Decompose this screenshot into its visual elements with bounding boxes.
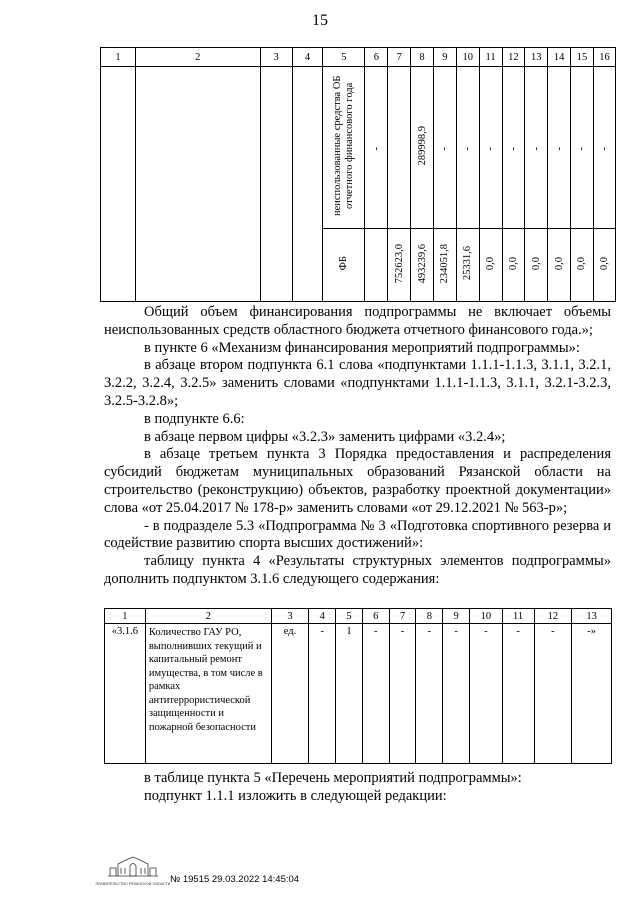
value-cell: 0,0: [525, 229, 548, 302]
value-cell: -: [502, 624, 534, 764]
paragraph: в абзаце первом цифры «3.2.3» заменить цифрами «3.2.4»;: [144, 428, 506, 445]
table-header-row: [101, 48, 616, 67]
value-cell: [365, 229, 388, 302]
header-cell: 10: [456, 48, 479, 67]
value-cell: -: [416, 624, 443, 764]
row-label-fb: ФБ: [338, 256, 350, 271]
paragraph: подпункт 1.1.1 изложить в следующей редакции:: [144, 787, 447, 804]
value-cell: -: [593, 67, 615, 229]
row-number: «3.1.6: [105, 624, 146, 764]
amendment-text: [104, 304, 611, 589]
row-description: Количество ГАУ РО, выполнивших текущий и капитальный ремонт имущества, в том числе в рамках антитеррористической защищенности и пожарной безопасности: [145, 624, 271, 764]
header-cell: 12: [534, 609, 572, 624]
value-cell: -: [362, 624, 389, 764]
paragraph: - в подразделе 5.3 «Подпрограмма № 3 «Подготовка спортивного резерва и содействие развитию спорта высших достижений»:: [104, 517, 611, 552]
value-cell: -: [534, 624, 572, 764]
header-cell: 9: [443, 609, 470, 624]
empty-cell: [135, 67, 260, 302]
value-cell: 0,0: [479, 229, 502, 302]
header-cell: 3: [271, 609, 309, 624]
paragraph: в пункте 6 «Механизм финансирования мероприятий подпрограммы»:: [144, 339, 580, 356]
paragraph: в подпункте 6.6:: [144, 410, 245, 427]
value-cell: 234051,8: [433, 229, 456, 302]
empty-cell: [260, 67, 292, 302]
row-unit: ед.: [271, 624, 309, 764]
paragraph: Общий объем финансирования подпрограммы не включает объемы неиспользованных средств областного бюджета отчетного финансового года.»;: [104, 304, 611, 338]
financing-table: [100, 47, 616, 302]
header-cell: 16: [593, 48, 615, 67]
header-cell: 3: [260, 48, 292, 67]
header-cell: 11: [479, 48, 502, 67]
row-label-cell: [323, 229, 365, 302]
paragraph: в абзаце третьем пункта 3 Порядка предоставления и распределения субсидий бюджетам муниципальных образований Рязанской области на строительство (реконструкцию) объектов, разработку проектной документации» слова «от 25.04.2017 № 178-р» заменить словами «от 29.12.2021 № 563-р»;: [104, 446, 611, 516]
table-header-row: [105, 609, 612, 624]
value-cell: -: [365, 67, 388, 229]
value-cell: 0,0: [593, 229, 615, 302]
row-label-cell: [323, 67, 365, 229]
header-cell: 13: [525, 48, 548, 67]
value-cell: 0,0: [502, 229, 525, 302]
value-cell: -: [389, 624, 416, 764]
header-cell: 5: [336, 609, 363, 624]
paragraph: таблицу пункта 4 «Результаты структурных элементов подпрограммы» дополнить подпунктом 3.1.6 следующего содержания:: [104, 553, 611, 587]
value-cell: 289998,9: [411, 67, 434, 229]
row-label-unused: неиспользованные средства ОБ отчетного финансового года: [331, 75, 355, 217]
header-cell: 5: [323, 48, 365, 67]
paragraph: в абзаце втором подпункта 6.1 слова «подпунктами 1.1.1-1.1.3, 3.1.1, 3.2.1, 3.2.2, 3.2.4, 3.2.5» заменить словами «подпунктами 1.1.1-1.1.3, 3.1.1, 3.2.1-3.2.3, 3.2.5-3.2.8»;: [104, 357, 611, 409]
table-row-unused-funds: [101, 67, 616, 229]
stamp-caption: ПРАВИТЕЛЬСТВО РЯЗАНСКОЙ ОБЛАСТИ: [95, 882, 171, 886]
value-cell: -: [433, 67, 456, 229]
header-cell: 13: [572, 609, 612, 624]
value-cell: -: [456, 67, 479, 229]
value-cell: -: [443, 624, 470, 764]
header-cell: 12: [502, 48, 525, 67]
paragraph: в таблице пункта 5 «Перечень мероприятий подпрограммы»:: [144, 770, 522, 786]
header-cell: 1: [105, 609, 146, 624]
value-cell: -: [502, 67, 525, 229]
value-cell: 752623,0: [388, 229, 411, 302]
value-cell: 0,0: [571, 229, 594, 302]
header-cell: 11: [502, 609, 534, 624]
results-table: [104, 608, 612, 764]
value-cell: -: [469, 624, 502, 764]
page-number: 15: [312, 12, 328, 29]
value-cell: 25331,6: [456, 229, 479, 302]
value-cell: -: [548, 67, 571, 229]
header-cell: 7: [389, 609, 416, 624]
header-cell: 10: [469, 609, 502, 624]
value-cell-last: -»: [572, 624, 612, 764]
value-cell: -: [571, 67, 594, 229]
header-cell: 8: [411, 48, 434, 67]
value-cell: [388, 67, 411, 229]
header-cell: 4: [292, 48, 322, 67]
government-stamp-icon: [95, 854, 171, 888]
value-cell: 493239,6: [411, 229, 434, 302]
table-row: [105, 624, 612, 764]
value-cell: -: [479, 67, 502, 229]
empty-cell: [101, 67, 136, 302]
header-cell: 2: [135, 48, 260, 67]
closing-text: [104, 770, 611, 806]
value-cell: 1: [336, 624, 363, 764]
header-cell: 8: [416, 609, 443, 624]
header-cell: 6: [365, 48, 388, 67]
header-cell: 7: [388, 48, 411, 67]
header-cell: 6: [362, 609, 389, 624]
header-cell: 1: [101, 48, 136, 67]
header-cell: 15: [571, 48, 594, 67]
value-cell: -: [525, 67, 548, 229]
document-id: № 19515 29.03.2022 14:45:04: [170, 874, 300, 885]
value-cell: 0,0: [548, 229, 571, 302]
header-cell: 2: [145, 609, 271, 624]
header-cell: 9: [433, 48, 456, 67]
empty-cell: [292, 67, 322, 302]
header-cell: 4: [309, 609, 336, 624]
value-cell: -: [309, 624, 336, 764]
header-cell: 14: [548, 48, 571, 67]
